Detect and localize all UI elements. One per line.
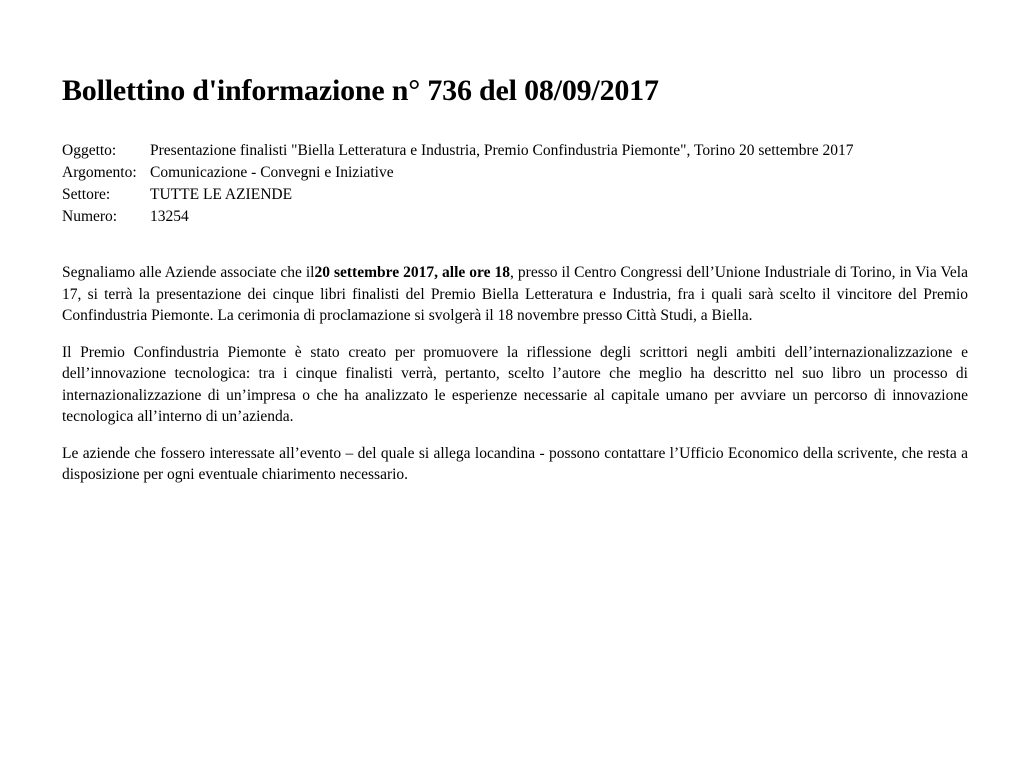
metadata-label-numero: Numero: bbox=[62, 208, 118, 225]
metadata-label-argomento: Argomento: bbox=[62, 164, 137, 181]
paragraph-premio-description: Il Premio Confindustria Piemonte è stato creato per promuovere la riflessione degli scrittori negli ambiti dell’internazionalizzazione e dell’innovazione tecnologica: tra i cinque finalisti verrà, pertanto, scelto l’autore che meglio ha descritto nel suo libro un processo di internazionalizzazione di un’impresa o che ha analizzato le esperienze necessarie al capitale umano per avviare un percorso di innovazione tecnologica all’interno di un’azienda. bbox=[62, 343, 968, 425]
metadata-value-oggetto: Presentazione finalisti "Biella Letteratura e Industria, Premio Confindustria Piemonte", Torino 20 settembre 2017 bbox=[150, 142, 854, 159]
event-date-bold-text: 20 settembre 2017, alle ore 18 bbox=[314, 264, 511, 281]
metadata-row-oggetto bbox=[62, 140, 968, 162]
metadata-label-settore: Settore: bbox=[62, 186, 111, 203]
metadata-value-numero: 13254 bbox=[150, 208, 189, 225]
metadata-block bbox=[62, 140, 968, 228]
page-title: Bollettino d'informazione n° 736 del 08/09/2017 bbox=[62, 74, 659, 107]
metadata-label-oggetto: Oggetto: bbox=[62, 142, 117, 159]
metadata-row-settore bbox=[62, 184, 968, 206]
metadata-row-argomento bbox=[62, 162, 968, 184]
paragraph-contact-info: Le aziende che fossero interessate all’evento – del quale si allega locandina - possono contattare l’Ufficio Economico della scrivente, che resta a disposizione per ogni eventuale chiarimento necessario. bbox=[62, 444, 968, 483]
metadata-value-argomento: Comunicazione - Convegni e Iniziative bbox=[150, 164, 394, 181]
metadata-value-settore: TUTTE LE AZIENDE bbox=[150, 186, 293, 203]
paragraph-text-before-date: Segnaliamo alle Aziende associate che il bbox=[62, 264, 315, 281]
paragraph-text-after-date: , presso il Centro Congressi dell’Unione Industriale di Torino, in Via Vela 17, si terrà la presentazione dei cinque libri finalisti del Premio Biella Letteratura e Industria, fra i quali sarà scelto il vincitore del Premio Confindustria Piemonte. La cerimonia di proclamazione si svolgerà il 18 novembre presso Città Studi, a Biella. bbox=[62, 264, 968, 324]
paragraph-event-announcement bbox=[62, 262, 968, 327]
metadata-row-numero bbox=[62, 206, 968, 228]
